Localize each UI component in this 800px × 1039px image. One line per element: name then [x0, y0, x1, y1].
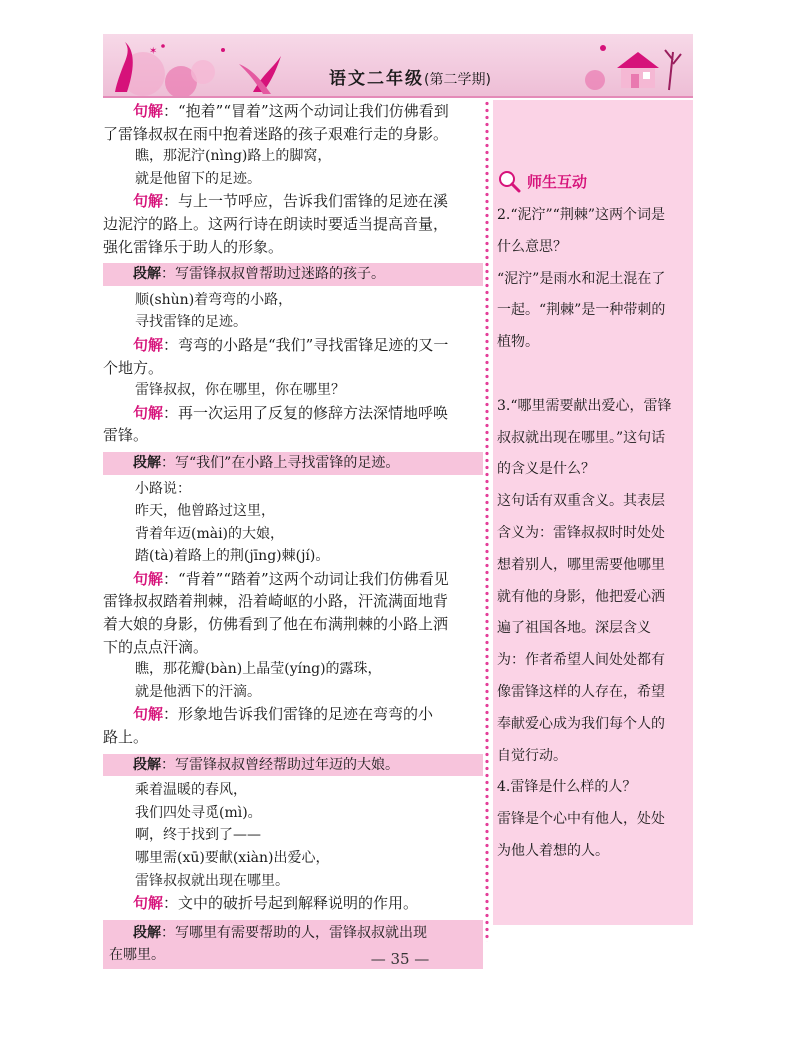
paragraph-label: 段解: [133, 454, 161, 471]
main-text-column: [103, 100, 483, 972]
poem-line: 瞧，那泥泞(nìng)路上的脚窝，: [135, 148, 332, 165]
sentence-note-4-cont: 雷锋。: [103, 426, 149, 445]
page-header: [103, 34, 693, 98]
qa-line: 什么意思？: [497, 238, 567, 255]
qa-line: 雷锋是个心中有他人，处处: [497, 811, 665, 828]
qa-line: 像雷锋这样的人存在，希望: [497, 683, 665, 700]
qa-line: 的含义是什么？: [497, 461, 595, 478]
sentence-label: 句解: [133, 102, 164, 120]
sentence-note-5: 句解：“背着”“踏着”这两个动词让我们仿佛看见: [133, 569, 449, 588]
paragraph-label: 段解: [133, 924, 161, 941]
qa-line: 这句话有双重含义。其表层: [497, 493, 665, 510]
poem-line: 寻找雷锋的足迹。: [135, 314, 247, 331]
sentence-note-6-cont: 路上。: [103, 728, 149, 747]
qa-line: 植物。: [497, 334, 539, 351]
qa-line: 为他人着想的人。: [497, 842, 609, 859]
qa-line: 奉献爱心成为我们每个人的: [497, 715, 665, 732]
spacer: [497, 359, 693, 391]
sentence-note-7: 句解：文中的破折号起到解释说明的作用。: [133, 894, 419, 913]
qa-line: 叔叔就出现在哪里。”这句话: [497, 429, 666, 446]
qa-line: 自觉行动。: [497, 747, 567, 764]
sentence-label: 句解: [133, 705, 164, 724]
interaction-sidebar: [493, 100, 693, 925]
qa-line: “泥泞”是雨水和泥土混在了: [497, 270, 666, 287]
qa-line: 一起。“荆棘”是一种带刺的: [497, 302, 666, 319]
poem-line: 雷锋叔叔就出现在哪里。: [135, 872, 289, 889]
poem-line: 踏(tà)着路上的荆(jīng)棘(jí)。: [135, 548, 330, 565]
poem-line: 就是他留下的足迹。: [135, 170, 261, 187]
column-divider: [485, 100, 489, 942]
qa-line: 含义为：雷锋叔叔时时处处: [497, 524, 665, 541]
svg-text:✶: ✶: [149, 46, 158, 57]
magnifier-icon: [497, 169, 521, 193]
sentence-note-2-cont: 强化雷锋乐于助人的形象。: [103, 237, 284, 256]
poem-line: 乘着温暖的春风，: [135, 782, 247, 799]
sentence-note-4: 句解：再一次运用了反复的修辞方法深情地呼唤: [133, 403, 449, 422]
paragraph-note-4: 段解：写哪里有需要帮助的人，雷锋叔叔就出现 在哪里。: [103, 920, 483, 969]
sentence-note-1-cont: 了雷锋叔叔在雨中抱着迷路的孩子艰难行走的身影。: [103, 124, 449, 143]
qa-line: 想着别人，哪里需要他哪里: [497, 556, 665, 573]
sentence-note-5-cont: 着大娘的身影，仿佛看到了他在布满荆棘的小路上洒: [103, 615, 449, 634]
header-subtitle: (第二学期): [424, 72, 491, 88]
poem-line: 小路说：: [135, 480, 191, 497]
paragraph-label: 段解: [133, 756, 161, 773]
poem-line: 瞧，那花瓣(bàn)上晶莹(yíng)的露珠，: [135, 661, 382, 678]
sidebar-title: 师生互动: [497, 166, 587, 196]
poem-line: 哪里需(xū)要献(xiàn)出爱心，: [135, 850, 330, 866]
poem-line: 背着年迈(mài)的大娘，: [135, 525, 285, 542]
sentence-note-2: 句解：与上一节呼应，告诉我们雷锋的足迹在溪: [133, 192, 449, 211]
poem-line: 顺(shùn)着弯弯的小路，: [135, 291, 293, 308]
poem-line: 昨天，他曾路过这里，: [135, 503, 275, 520]
poem-line: 就是他洒下的汗滴。: [135, 683, 261, 700]
paragraph-note-2: 段解：写“我们”在小路上寻找雷锋的足迹。: [103, 452, 483, 475]
paragraph-label: 段解: [133, 266, 161, 283]
header-title: 语文二年级(第二学期): [329, 69, 491, 89]
sentence-note-3: 句解：弯弯的小路是“我们”寻找雷锋足迹的又一: [133, 335, 449, 354]
qa-line: 3.“哪里需要献出爱心，雷锋: [497, 397, 672, 414]
qa-line: 4.雷锋是什么样的人？: [497, 779, 637, 796]
sentence-label: 句解: [133, 569, 164, 588]
qa-line: 2.“泥泞”“荆棘”这两个词是: [497, 207, 665, 223]
sentence-label: 句解: [133, 894, 164, 913]
paragraph-note-3: 段解：写雷锋叔叔曾经帮助过年迈的大娘。: [103, 754, 483, 777]
sentence-note-5-cont: 雷锋叔叔踏着荆棘，沿着崎岖的小路，汗流满面地背: [103, 592, 449, 611]
page-number: — 35 —: [370, 950, 430, 968]
poem-line: 雷锋叔叔，你在哪里，你在哪里？: [135, 382, 345, 399]
header-decoration-left: [103, 34, 303, 96]
poem-line: 啊，终于找到了——: [135, 827, 261, 844]
sentence-note-6: 句解：形象地告诉我们雷锋的足迹在弯弯的小: [133, 705, 434, 724]
qa-line: 遍了祖国各地。深层含义: [497, 620, 651, 637]
sentence-note-2-cont: 边泥泞的路上。这两行诗在朗读时要适当提高音量，: [103, 214, 449, 233]
sentence-label: 句解: [133, 403, 164, 422]
paragraph-note-1: 段解：写雷锋叔叔曾帮助过迷路的孩子。: [103, 263, 483, 286]
qa-line: 就有他的身影，他把爱心洒: [497, 588, 665, 605]
sidebar-body: [497, 200, 693, 868]
header-decoration-right: [573, 34, 693, 96]
sentence-label: 句解: [133, 335, 164, 354]
poem-line: 我们四处寻觅(mì)。: [135, 804, 262, 821]
sentence-note-5-cont: 下的点点汗滴。: [103, 637, 209, 656]
sentence-note-3-cont: 个地方。: [103, 358, 164, 377]
qa-line: 为：作者希望人间处处都有: [497, 652, 665, 669]
sentence-label: 句解: [133, 192, 164, 211]
sentence-note-1: 句解：“抱着”“冒着”这两个动词让我们仿佛看到: [133, 102, 449, 120]
